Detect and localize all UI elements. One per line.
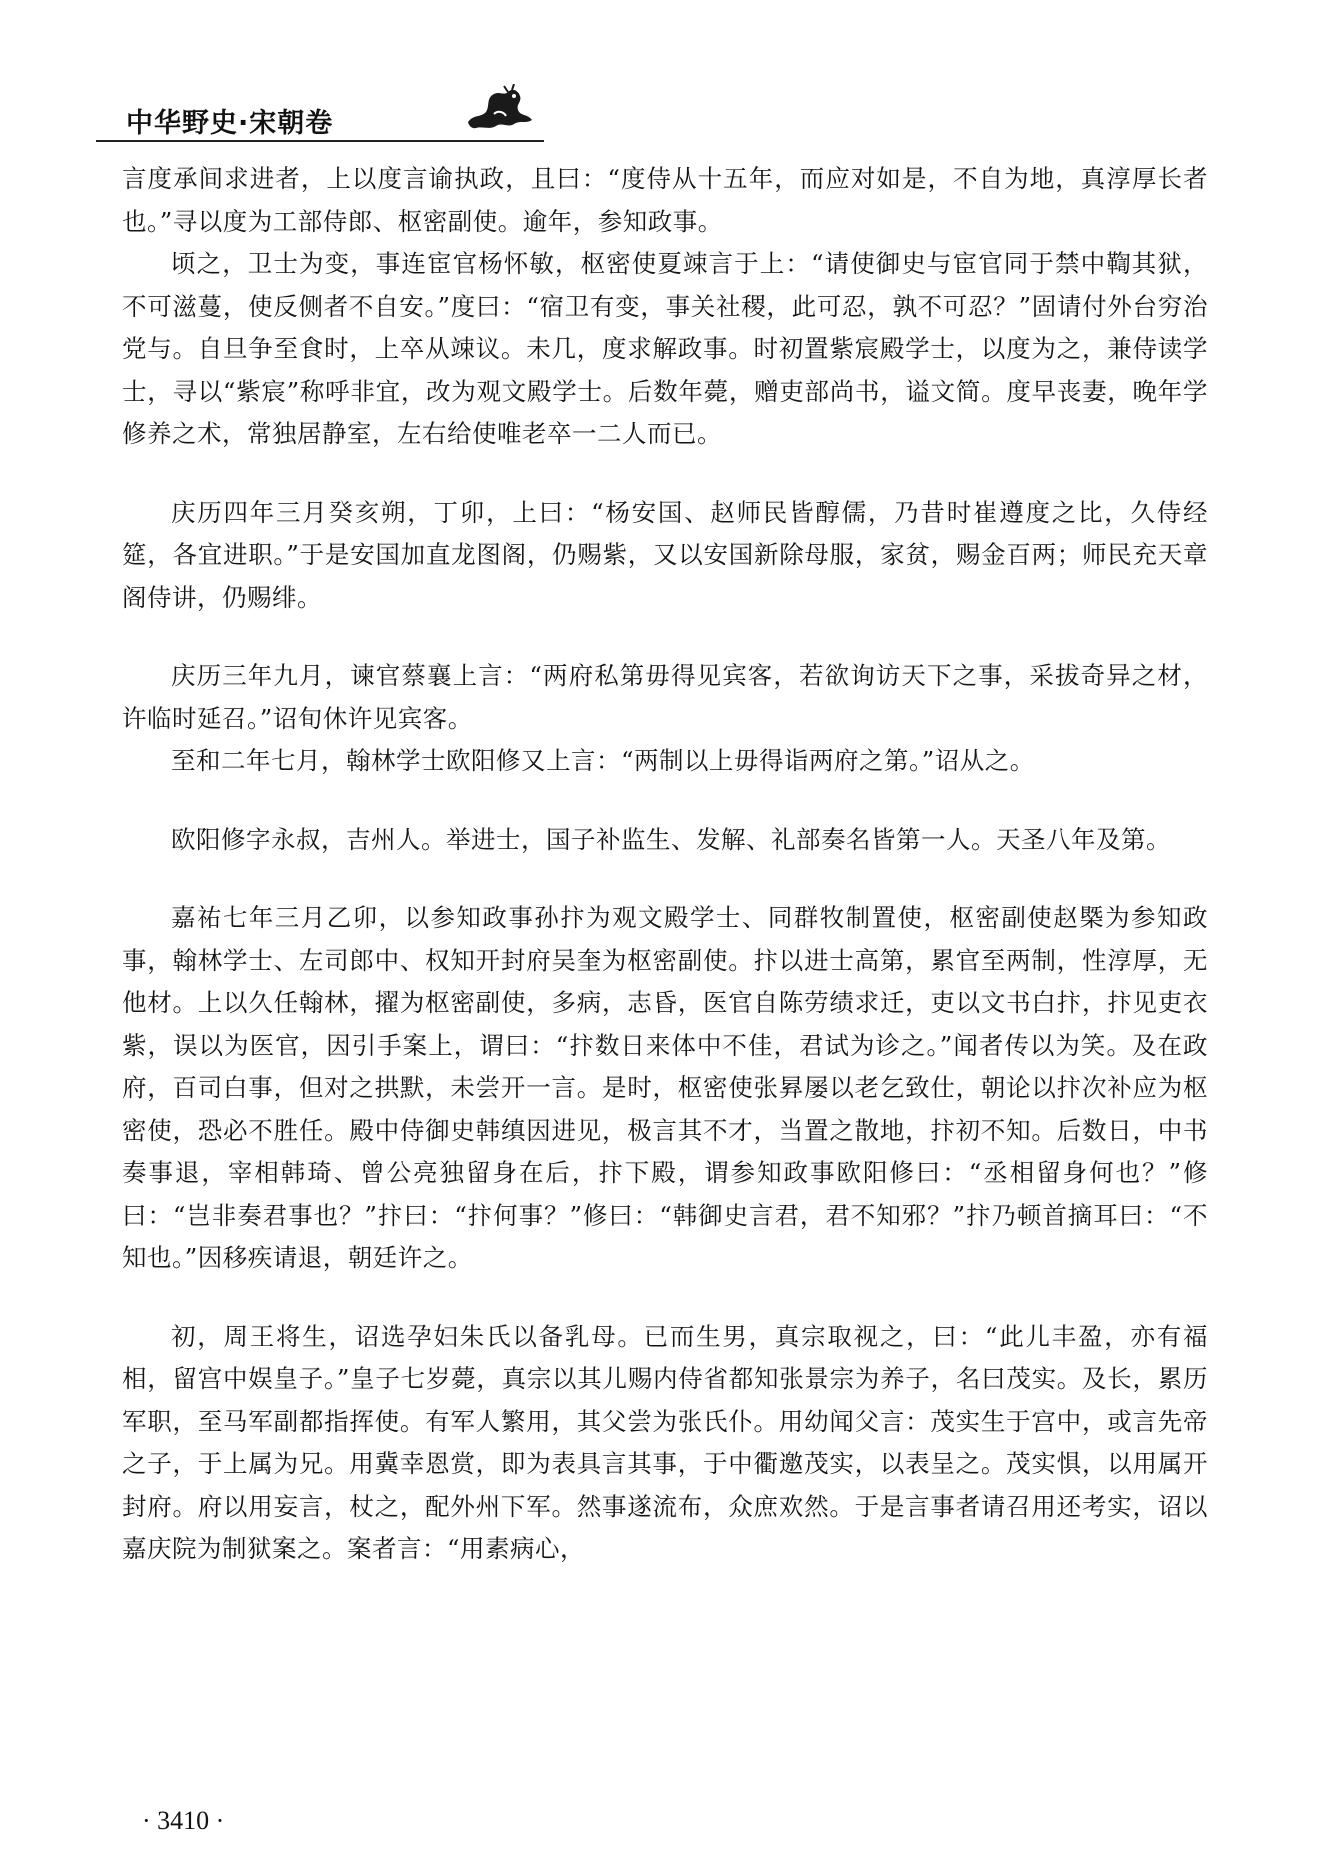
running-header (96, 78, 544, 148)
paragraph: 初，周王将生，诏选孕妇朱氏以备乳母。已而生男，真宗取视之，曰：“此儿丰盈，亦有福相，留宫中娱皇子。”皇子七岁薨，真宗以其儿赐内侍省都知张景宗为养子，名曰茂实。及长，累历军职，至马军副都指挥使。有军人繁用，其父尝为张氏仆。用幼闻父言：茂实生于宫中，或言先帝之子，于上属为兄。用冀幸恩赏，即为表具言其事，于中衢邀茂实，以表呈之。茂实惧，以用属开封府。府以用妄言，杖之，配外州下军。然事遂流布，众庶欢然。于是言事者请召用还考实，诏以嘉庆院为制狱案之。案者言：“用素病心， (122, 1321, 1208, 1563)
paragraph: 庆历三年九月，谏官蔡襄上言：“两府私第毋得见宾客，若欲询访天下之事，采拔奇异之材，许临时延召。”诏旬休许见宾客。 (122, 661, 1208, 733)
paragraph: 至和二年七月，翰林学士欧阳修又上言：“两制以上毋得诣两府之第。”诏从之。 (171, 746, 1035, 775)
header-rule (96, 140, 544, 142)
paragraph: 欧阳修字永叔，吉州人。举进士，国子补监生、发解、礼部奏名皆第一人。天圣八年及第。 (171, 824, 1171, 854)
dragon-emblem-icon (464, 84, 536, 132)
book-title: 中华野史·宋朝卷 (126, 108, 334, 139)
page-body (122, 158, 1208, 1571)
paragraph: 庆历四年三月癸亥朔，丁卯，上曰：“杨安国、赵师民皆醇儒，乃昔时崔遵度之比，久侍经筵，各宜进职。”于是安国加直龙图阁，仍赐紫，又以安国新除母服，家贫，赐金百两；师民充天章阁侍讲，仍赐绯。 (122, 497, 1208, 612)
paragraph: 顷之，卫士为变，事连宦官杨怀敏，枢密使夏竦言于上：“请使御史与宦官同于禁中鞫其狱，不可滋蔓，使反侧者不自安。”度曰：“宿卫有变，事关社稷，此可忍，孰不可忍？”固请付外台穷治党与。自旦争至食时，上卒从竦议。未几，度求解政事。时初置紫宸殿学士，以度为之，兼侍读学士，寻以“紫宸”称呼非宜，改为观文殿学士。后数年薨，赠吏部尚书，谥文简。度早丧妻，晚年学修养之术，常独居静室，左右给使唯老卒一二人而已。 (122, 249, 1208, 448)
paragraph: 嘉祐七年三月乙卯，以参知政事孙抃为观文殿学士、同群牧制置使，枢密副使赵槩为参知政事，翰林学士、左司郎中、权知开封府吴奎为枢密副使。抃以进士高第，累官至两制，性淳厚，无他材。上以久任翰林，擢为枢密副使，多病，志昏，医官自陈劳绩求迁，吏以文书白抃，抃见吏衣紫，误以为医官，因引手案上，谓曰：“抃数日来体中不佳，君试为诊之。”闻者传以为笑。及在政府，百司白事，但对之拱默，未尝开一言。是时，枢密使张昪屡以老乞致仕，朝论以抃次补应为枢密使，恐必不胜任。殿中侍御史韩缜因进见，极言其不才，当置之散地，抃初不知。后数日，中书奏事退，宰相韩琦、曾公亮独留身在后，抃下殿，谓参知政事欧阳修曰：“丞相留身何也？”修曰：“岂非奏君事也？”抃曰：“抃何事？”修曰：“韩御史言君，君不知邪？”抃乃顿首摘耳曰：“不知也。”因移疾请退，朝廷许之。 (122, 903, 1208, 1272)
page-number: · 3410 · (142, 1806, 225, 1835)
paragraph: 言度承间求进者，上以度言谕执政，且曰：“度侍从十五年，而应对如是，不自为地，真淳厚长者也。”寻以度为工部侍郎、枢密副使。逾年，参知政事。 (122, 164, 1208, 236)
